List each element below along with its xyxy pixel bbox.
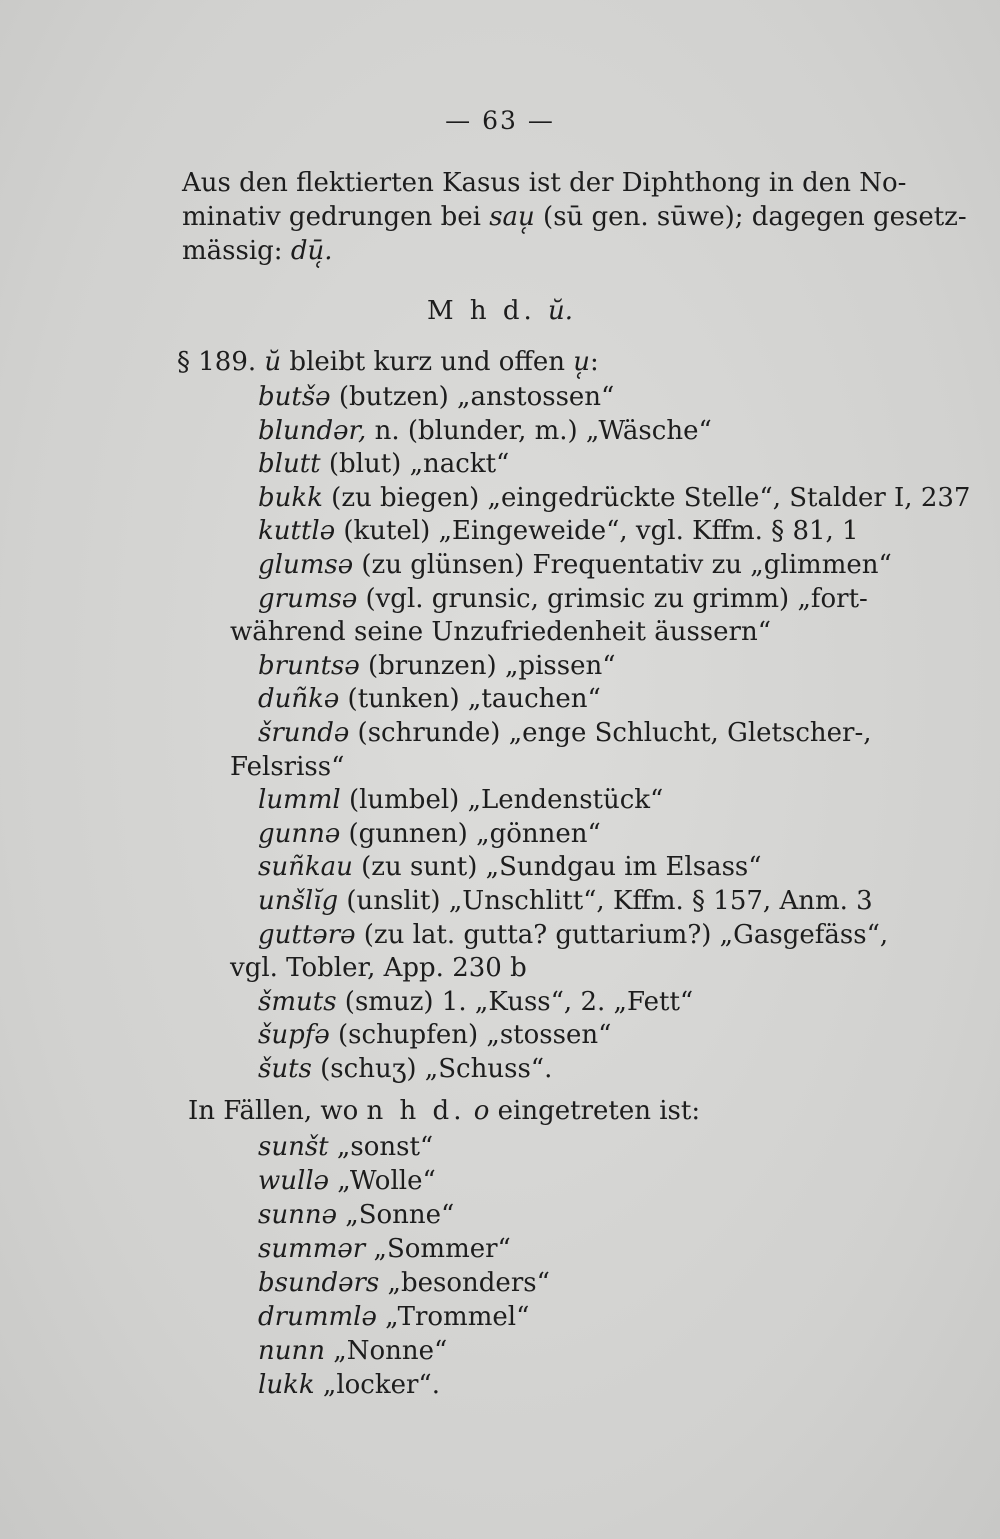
entry-term: butšə [258, 382, 331, 412]
entry-gloss: (butzen) „anstossen“ [330, 382, 615, 412]
nhd-entry-gloss: „Sommer“ [365, 1234, 511, 1264]
nhd-entry-line [258, 1130, 433, 1164]
entry-gloss: (schupfen) „stossen“ [329, 1020, 612, 1051]
entry-gloss: (unslit) „Unschlitt“, Kffm. § 157, Anm. 3 [338, 886, 873, 916]
entry-term: blundər, [258, 415, 367, 446]
entry-term: bruntsə [258, 650, 360, 681]
entry-term: šrundə [258, 718, 350, 748]
entry-term: šuts [258, 1054, 312, 1084]
entry-line [258, 649, 616, 683]
nhd-entry-gloss: „Trommel“ [376, 1302, 530, 1332]
intro-term-sau: sau̜ [489, 202, 535, 232]
entry-gloss: (blut) „nackt“ [320, 449, 510, 480]
entry-gloss: (gunnen) „gönnen“ [340, 818, 601, 849]
entry-gloss: (schuʒ) „Schuss“. [311, 1054, 553, 1084]
intro-term-du: dū̜. [290, 236, 333, 266]
entry-gloss: (schrunde) „enge Schlucht, Gletscher-, [349, 718, 872, 748]
entry-line [258, 414, 712, 448]
nhd-entry-gloss: „Nonne“ [324, 1336, 448, 1366]
intro-line-3: mässig: dū̜. [182, 236, 333, 266]
entry-line [258, 481, 970, 515]
entry-term: gunnə [258, 818, 341, 849]
nhd-entry-gloss: „locker“. [314, 1370, 440, 1400]
page-number: — 63 — [445, 106, 555, 135]
nhd-entry-line [258, 1300, 529, 1334]
entry-gloss: Felsriss“ [230, 751, 345, 782]
entry-gloss: n. (blunder, m.) „Wäsche“ [366, 415, 712, 446]
entry-term: glumsə [258, 550, 354, 580]
nhd-entry-line [258, 1164, 436, 1198]
entry-line [258, 817, 601, 851]
entry-line [258, 884, 873, 918]
entry-term: bukk [258, 482, 323, 513]
nhd-entry-term: nunn [258, 1336, 325, 1366]
entry-gloss: (vgl. grunsic, grimsic zu grimm) „fort- [357, 583, 868, 614]
entry-line [258, 783, 663, 817]
nhd-entry-line [258, 1232, 511, 1266]
entry-term: kuttlə [258, 516, 336, 547]
entry-term: grumsə [258, 583, 358, 614]
entry-term: guttərə [258, 919, 356, 950]
section-heading: M h d. ŭ. [426, 296, 574, 326]
nhd-entry-term: sunšt [258, 1132, 329, 1162]
nhd-entry-term: drummlə [258, 1302, 377, 1332]
entry-line [230, 750, 344, 784]
entry-line [230, 951, 527, 985]
nhd-entry-line [258, 1334, 447, 1368]
entry-line [258, 682, 601, 716]
entry-line [258, 514, 859, 548]
entry-gloss: (tunken) „tauchen“ [339, 684, 601, 715]
section-189-line: § 189. ŭ bleibt kurz und offen u̜: [177, 347, 599, 377]
entry-line [230, 615, 771, 649]
intro-line-2: minativ gedrungen bei sau̜ (sū gen. sūwe); dagegen gesetz- [182, 202, 967, 232]
entry-gloss: (zu glünsen) Frequentativ zu „glimmen“ [353, 550, 892, 580]
nhd-entry-gloss: „sonst“ [328, 1132, 434, 1162]
entry-line [258, 716, 872, 750]
entry-gloss: während seine Unzufriedenheit äussern“ [230, 617, 771, 648]
entry-line [258, 548, 892, 582]
entry-term: suñkau [258, 852, 353, 883]
entry-line [258, 918, 889, 952]
entry-line [258, 985, 693, 1019]
nhd-entry-term: summər [258, 1234, 366, 1264]
entry-line [258, 850, 762, 884]
entry-gloss: (zu sunt) „Sundgau im Elsass“ [352, 852, 762, 883]
nhd-entry-gloss: „Sonne“ [336, 1200, 455, 1230]
entry-line [258, 447, 509, 481]
nhd-entry-line [258, 1198, 454, 1232]
nhd-entry-term: sunnə [258, 1200, 337, 1230]
nhd-entry-gloss: „besonders“ [379, 1268, 550, 1298]
entry-line [258, 582, 868, 616]
entry-term: unšlĭg [258, 886, 339, 916]
entry-gloss: (zu lat. gutta? guttarium?) „Gasgefäss“, [355, 919, 889, 950]
entry-gloss: (smuz) 1. „Kuss“, 2. „Fett“ [336, 986, 694, 1017]
nhd-entry-term: bsundərs [258, 1268, 380, 1298]
entry-line [258, 1052, 552, 1086]
entry-gloss: vgl. Tobler, App. 230 b [230, 953, 527, 984]
nhd-entry-gloss: „Wolle“ [329, 1166, 436, 1196]
entry-gloss: (zu biegen) „eingedrückte Stelle“, Stalder I, 237 [322, 482, 971, 513]
nhd-entry-line [258, 1368, 440, 1402]
nhd-entry-line [258, 1266, 550, 1300]
entry-line [258, 380, 614, 414]
entry-term: duñkə [258, 684, 340, 715]
entry-term: šupfə [258, 1020, 330, 1051]
nhd-entry-term: lukk [258, 1370, 315, 1400]
nhd-intro-line: In Fällen, wo n h d. o eingetreten ist: [188, 1096, 701, 1126]
intro-line-1: Aus den flektierten Kasus ist der Diphthong in den No- [182, 168, 907, 198]
entry-term: blutt [258, 449, 321, 480]
entry-gloss: (brunzen) „pissen“ [359, 650, 616, 681]
entry-term: lumml [258, 785, 341, 816]
nhd-entry-term: wullə [258, 1166, 330, 1196]
entry-line [258, 1018, 611, 1052]
entry-term: šmuts [258, 986, 337, 1017]
entry-gloss: (kutel) „Eingeweide“, vgl. Kffm. § 81, 1 [335, 516, 859, 547]
entry-gloss: (lumbel) „Lendenstück“ [340, 785, 664, 816]
